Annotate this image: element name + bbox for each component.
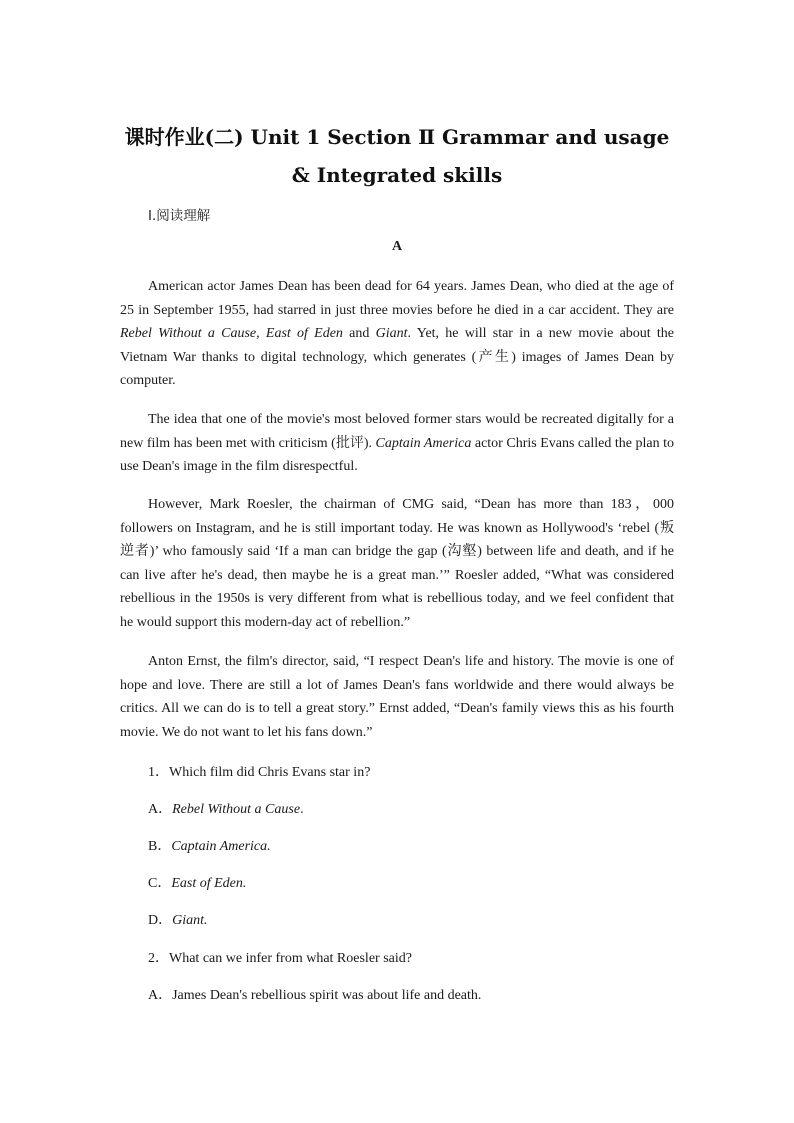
- question-2-stem: 2．What can we infer from what Roesler said?: [148, 951, 412, 966]
- passage-paragraph-2: The idea that one of the movie's most beloved former stars would be recreated digitally for a new film has been met with criticism (批评). Captain America actor Chris Evans called the plan to use Dean's image in the film disrespectful.: [120, 412, 674, 474]
- passage-label: A: [391, 239, 403, 254]
- film-title: Giant: [375, 326, 408, 341]
- passage-paragraph-1: American actor James Dean has been dead for 64 years. James Dean, who died at the age of 25 in September 1955, had starred in just three movies before he died in a car accident. They are Rebel Without a Cause, East of Eden and Giant. Yet, he will star in a new movie about the Vietnam War thanks to digital technology, which generates (产生) images of James Dean by computer.: [120, 279, 675, 388]
- question-1-option-b: B．Captain America.: [148, 839, 271, 854]
- question-1-option-c: C．East of Eden.: [148, 876, 247, 891]
- question-1-option-d: D．Giant.: [148, 913, 208, 928]
- section-label: Ⅰ.阅读理解: [148, 208, 211, 224]
- document-title-line-2: & Integrated skills: [291, 163, 503, 187]
- document-title-line-1: 课时作业(二) Unit 1 Section Ⅱ Grammar and usage: [124, 125, 670, 149]
- question-1-option-a: A．Rebel Without a Cause.: [148, 802, 304, 817]
- passage-paragraph-3: However, Mark Roesler, the chairman of CMG said, “Dean has more than 183，000 followers on Instagram, and he is still important today. He was known as Hollywood's ‘rebel (叛逆者)’ who famously said ‘If a man can bridge the gap (沟壑) between life and death, and if he can live after he's dead, then maybe he is a great man.’” Roesler added, “What was considered rebellious in the 1950s is very different from what is rebellious today, and we feel confident that he would support this modern-day act of rebellion.”: [120, 497, 674, 630]
- question-2-option-a: A．James Dean's rebellious spirit was about life and death.: [148, 988, 482, 1003]
- film-title: East of Eden: [265, 326, 343, 341]
- passage-paragraph-4: Anton Ernst, the film's director, said, “I respect Dean's life and history. The movie is one of hope and love. There are still a lot of James Dean's fans worldwide and there would always be critics. All we can do is to tell a great story.” Ernst added, “Dean's family views this as his fourth movie. We do not want to let his fans down.”: [120, 654, 674, 740]
- film-title: Rebel Without a Cause,: [120, 326, 260, 341]
- film-title: Captain America: [375, 435, 472, 451]
- question-1-stem: 1．Which film did Chris Evans star in?: [148, 765, 371, 780]
